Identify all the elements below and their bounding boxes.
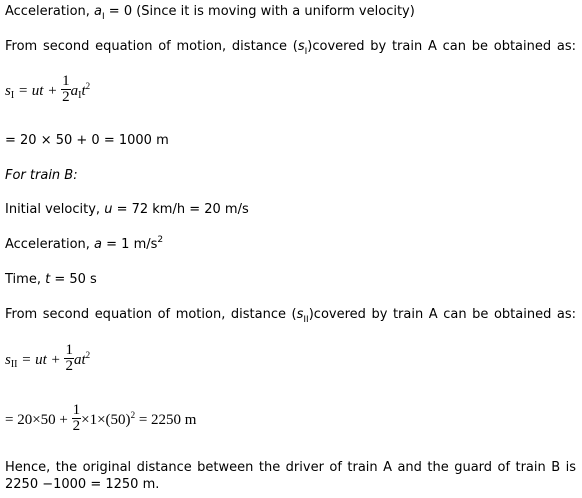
- conclusion-line-2: 2250 −1000 = 1250 m.: [5, 477, 160, 492]
- eq1-term: a: [70, 82, 79, 99]
- var-a: a: [94, 4, 103, 19]
- eq1-exponent: 2: [85, 80, 91, 91]
- eq2-fraction: [64, 343, 74, 374]
- distance-b-intro: [5, 307, 576, 324]
- time-label: Time,: [5, 272, 46, 287]
- eq3-fraction: [72, 403, 82, 434]
- acceleration-a-value: = 0 (Since it is moving with a uniform velocity): [104, 4, 415, 19]
- subscript-I: I: [304, 47, 308, 57]
- subscript-II: II: [303, 315, 309, 325]
- subscript-I: I: [102, 12, 105, 22]
- eq1-mid: = ut +: [14, 82, 62, 99]
- calc-a-line: = 20 × 50 + 0 = 1000 m: [5, 133, 169, 148]
- eq2-mid: = ut +: [17, 351, 65, 368]
- distance-intro-text: From second equation of motion, distance (: [5, 307, 297, 322]
- distance-intro-suffix: )covered by train A can be obtained as:: [307, 39, 577, 54]
- eq3-mid: ×1×(50): [81, 411, 131, 428]
- conclusion-line-1: Hence, the original distance between the driver of train A and the guard of train B is: [5, 460, 576, 475]
- var-t: t: [45, 272, 51, 287]
- initial-velocity-label: Initial velocity,: [5, 202, 105, 217]
- eq1-numerator: 1: [62, 73, 70, 89]
- acceleration-b-line: [5, 237, 163, 254]
- eq3-numerator: 1: [72, 402, 81, 418]
- eq2-denominator: 2: [65, 358, 73, 374]
- eq2-lhs-sub: II: [10, 358, 18, 370]
- equation-s2: [5, 342, 91, 376]
- eq3-right: = 2250 m: [135, 411, 197, 428]
- eq2-numerator: 1: [65, 342, 73, 358]
- acceleration-b-value: = 1 m/s: [102, 237, 158, 252]
- initial-velocity-line: [5, 202, 249, 218]
- superscript-2: 2: [157, 235, 164, 245]
- eq1-term-end: t: [81, 82, 86, 99]
- var-s: s: [297, 39, 305, 54]
- distance-intro-suffix: )covered by train A can be obtained as:: [308, 307, 576, 322]
- var-u: u: [104, 202, 113, 217]
- eq3-left: = 20×50 +: [5, 411, 72, 428]
- acceleration-label: Acceleration,: [5, 4, 95, 19]
- var-s: s: [296, 307, 304, 322]
- train-b-heading: For train B:: [5, 168, 78, 183]
- acceleration-a-line: [5, 4, 415, 21]
- distance-a-intro: [5, 39, 576, 56]
- time-value: = 50 s: [50, 272, 97, 287]
- eq1-lhs-sub: I: [10, 89, 15, 101]
- eq1-denominator: 2: [62, 89, 70, 105]
- eq1-fraction: [61, 74, 71, 105]
- eq1-term-sub: I: [78, 89, 82, 101]
- eq2-exponent: 2: [85, 349, 91, 360]
- eq1-lhs: s: [5, 82, 11, 99]
- time-line: [5, 272, 97, 288]
- eq3-exponent: 2: [130, 409, 136, 420]
- var-a: a: [94, 237, 103, 252]
- equation-calc-b: [5, 402, 197, 436]
- equation-s1: [5, 73, 91, 107]
- eq2-lhs: s: [5, 351, 11, 368]
- acceleration-label: Acceleration,: [5, 237, 95, 252]
- eq3-denominator: 2: [72, 418, 81, 434]
- eq2-term: at: [73, 351, 86, 368]
- initial-velocity-value: = 72 km/h = 20 m/s: [112, 202, 249, 217]
- distance-intro-text: From second equation of motion, distance (: [5, 39, 298, 54]
